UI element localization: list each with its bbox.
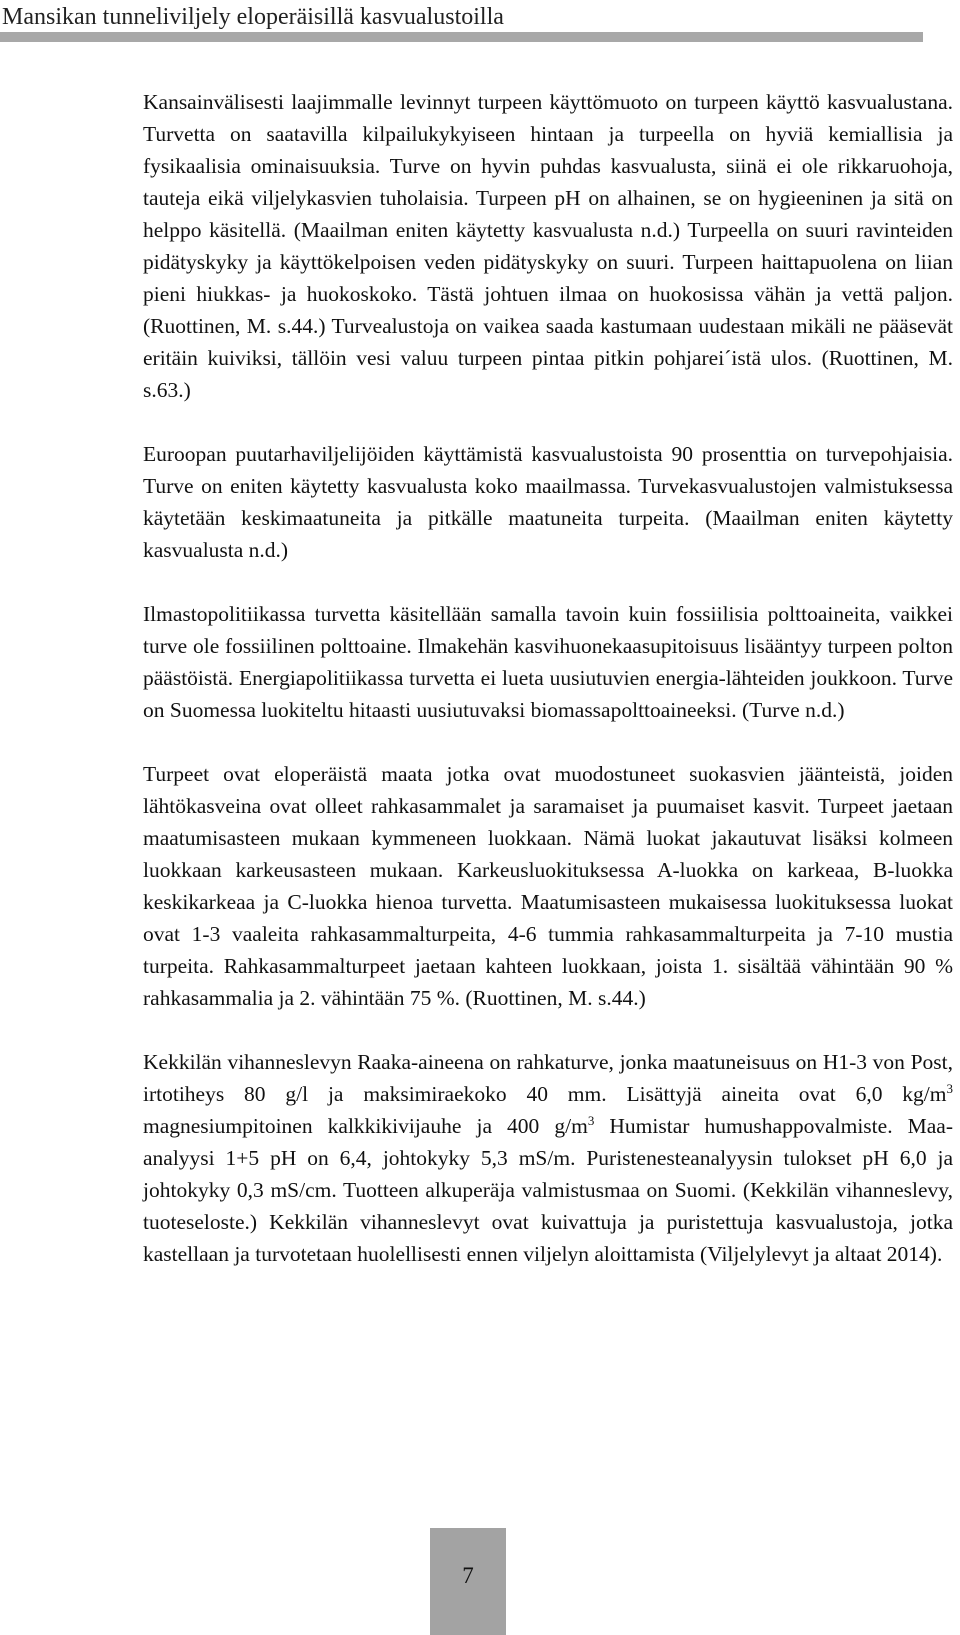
paragraph-europe-usage: Euroopan puutarhaviljelijöiden käyttämistä kasvualustoista 90 prosenttia on turvepohjaisia. Turve on eniten käytetty kasvualusta koko maailmassa. Turvekasvualustojen valmistuksessa käytetään keskimaatuneita ja pitkälle maatuneita turpeita. (Maailman eniten käytetty kasvualusta n.d.) <box>143 442 953 562</box>
document-title: Mansikan tunneliviljely eloperäisillä kasvualustoilla <box>2 4 504 30</box>
superscript: 3 <box>587 1112 595 1128</box>
paragraph-text: Kekkilän vihanneslevyn Raaka-aineena on rahkaturve, jonka maatuneisuus on H1-3 von Post, irtotiheys 80 g/l ja maksimiraekoko 40 mm. Lisättyjä aineita ovat 6,0 kg/m <box>143 1050 953 1106</box>
page-number-box <box>430 1528 506 1635</box>
page-number: 7 <box>462 1563 474 1588</box>
paragraph-peat-classification: Turpeet ovat eloperäistä maata jotka ovat muodostuneet suokasvien jäänteistä, joiden lähtökasveina ovat olleet rahkasammalet ja saramaiset ja puumaiset kasvit. Turpeet jaetaan maatumisasteen mukaan kymmeneen luokkaan. Nämä luokat jakautuvat lisäksi kolmeen luokkaan karkeusasteen mukaan. Karkeusluokituksessa A-luokka on karkeaa, B-luokka keskikarkeaa ja C-luokka hienoa turvetta. Maatumisasteen mukaisessa luokituksessa luokat ovat 1-3 vaaleita rahkasammalturpeita, 4-6 tummia rahkasammalturpeita ja 7-10 mustia turpeita. Rahkasammalturpeet jaetaan kahteen luokkaan, joista 1. sisältää vähintään 90 % rahkasammalia ja 2. vähintään 75 %. (Ruottinen, M. s.44.) <box>143 762 953 1010</box>
body-text <box>143 86 953 1270</box>
paragraph-kekkila-board <box>143 1046 953 1270</box>
superscript: 3 <box>946 1080 953 1096</box>
paragraph-text: Humistar humushappovalmiste. Maa-analyysi 1+5 pH on 6,4, johtokyky 5,3 mS/m. Puristenesteanalyysin tulokset pH 6,0 ja johtokyky 0,3 mS/cm. Tuotteen alkuperäja valmistusmaa on Suomi. (Kekkilän vihanneslevy, tuoteseloste.) Kekkilän vihanneslevyt ovat kuivattuja ja puristettuja kasvualustoja, jotka kastellaan ja turvotetaan huolellisesti ennen viljelyn aloittamista (Viljelylevyt ja altaat 2014). <box>143 1114 953 1266</box>
paragraph-climate-policy: Ilmastopolitiikassa turvetta käsitellään samalla tavoin kuin fossiilisia polttoaineita, vaikkei turve ole fossiilinen polttoaine. Ilmakehän kasvihuonekaasupitoisuus lisääntyy turpeen polton päästöistä. Energiapolitiikassa turvetta ei lueta uusiutuvien energia-lähteiden joukkoon. Turve on Suomessa luokiteltu hitaasti uusiutuvaksi biomassapolttoaineeksi. (Turve n.d.) <box>143 602 953 722</box>
running-header <box>0 0 960 42</box>
paragraph-text: magnesiumpitoinen kalkkikivijauhe ja 400 g/m <box>143 1114 588 1138</box>
header-rule <box>0 32 923 42</box>
paragraph-peat-properties: Kansainvälisesti laajimmalle levinnyt turpeen käyttömuoto on turpeen käyttö kasvualustana. Turvetta on saatavilla kilpailukykyiseen hintaan ja turpeella on hyviä kemiallisia ja fysikaalisia ominaisuuksia. Turve on hyvin puhdas kasvualusta, siinä ei ole rikkaruohoja, tauteja eikä viljelykasvien tuholaisia. Turpeen pH on alhainen, se on hygieeninen ja sitä on helppo käsitellä. (Maailman eniten käytetty kasvualusta n.d.) Turpeella on suuri ravinteiden pidätyskyky ja käyttökelpoisen veden pidätyskyky on suuri. Turpeen haittapuolena on liian pieni hiukkas- ja huokoskoko. Tästä johtuen ilmaa on huokosissa vähän ja vettä paljon. (Ruottinen, M. s.44.) Turvealustoja on vaikea saada kastumaan uudestaan mikäli ne pääsevät eritäin kuiviksi, tällöin vesi valuu turpeen pintaa pitkin pohjarei´istä ulos. (Ruottinen, M. s.63.) <box>143 90 953 402</box>
